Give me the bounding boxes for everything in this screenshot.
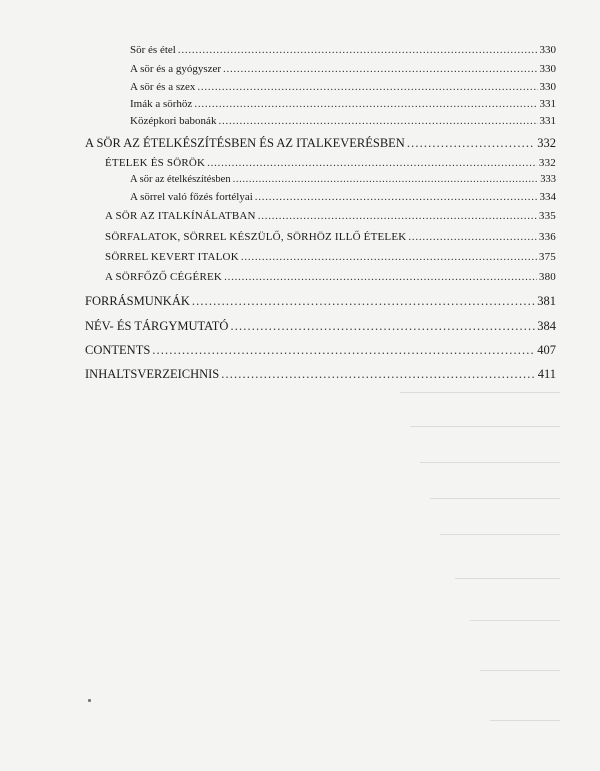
bleed-through-line: [430, 498, 560, 499]
toc-entry-page: 335: [538, 210, 556, 222]
bleed-through-line: [400, 392, 560, 393]
dot-leader: [223, 63, 537, 75]
toc-entry: [130, 44, 556, 56]
toc-entry: [130, 174, 556, 185]
toc-entry-title: SÖRREL KEVERT ITALOK: [105, 251, 239, 263]
toc-entry-page: 330: [539, 81, 556, 93]
toc-entry-page: 411: [537, 367, 556, 381]
dot-leader: [218, 115, 537, 127]
toc-section: [105, 210, 556, 222]
toc-entry-title: A sörrel való főzés fortélyai: [130, 191, 253, 203]
dot-leader: [194, 98, 537, 110]
toc-entry-title: A sör az ételkészítésben: [130, 174, 231, 185]
bleed-through-line: [480, 670, 560, 671]
toc-section: [105, 157, 556, 169]
dot-leader: [241, 251, 537, 263]
toc-entry-title: A sör és a szex: [130, 81, 196, 93]
toc-entry-title: ÉTELEK ÉS SÖRÖK: [105, 157, 206, 169]
dot-leader: [407, 136, 535, 151]
dot-leader: [255, 191, 538, 203]
toc-entry-title: A SÖR AZ ITALKÍNÁLATBAN: [105, 210, 256, 222]
toc-entry-title: INHALTSVERZEICHNIS: [85, 367, 220, 381]
toc-entry: [130, 81, 556, 93]
toc-entry-page: 380: [538, 271, 556, 283]
dot-leader: [152, 343, 535, 358]
dot-leader: [192, 294, 535, 309]
toc-entry-page: 332: [538, 157, 556, 169]
toc-entry-page: 330: [539, 63, 556, 75]
dot-leader: [178, 44, 538, 56]
bleed-through-line: [455, 578, 560, 579]
dot-leader: [221, 367, 535, 382]
toc-entry-page: 381: [537, 294, 556, 308]
toc-entry-page: 333: [540, 174, 556, 185]
toc-entry-title: A SÖRFŐZŐ CÉGÉREK: [105, 271, 223, 283]
toc-entry-page: 336: [538, 231, 556, 243]
toc-entry-title: A SÖR AZ ÉTELKÉSZÍTÉSBEN ÉS AZ ITALKEVERÉSBEN: [85, 136, 405, 150]
toc-entry-title: Középkori babonák: [130, 115, 217, 127]
bleed-through-line: [410, 426, 560, 427]
toc-section: [105, 231, 556, 243]
toc-entry-title: CONTENTS: [85, 343, 151, 357]
bleed-through-line: [440, 534, 560, 535]
dot-leader: [233, 174, 539, 185]
dot-leader: [224, 271, 537, 283]
toc-entry: [130, 115, 556, 127]
bleed-through-line: [420, 462, 560, 463]
toc-entry: [130, 98, 556, 110]
toc-chapter: [85, 294, 556, 309]
toc-entry-title: A sör és a gyógyszer: [130, 63, 222, 75]
dot-leader: [408, 231, 536, 243]
toc-entry-title: NÉV- ÉS TÁRGYMUTATÓ: [85, 319, 229, 333]
toc-chapter: [85, 319, 556, 334]
toc-entry-page: 332: [537, 136, 556, 150]
toc-entry-title: Sör és étel: [130, 44, 176, 56]
toc-entry-page: 331: [539, 115, 556, 127]
toc-entry-page: 407: [537, 343, 556, 357]
toc-chapter: [85, 343, 556, 358]
bleed-through-line: [470, 620, 560, 621]
dot-leader: [197, 81, 537, 93]
toc-section: [105, 271, 556, 283]
dot-leader: [258, 210, 537, 222]
ink-speck: [88, 699, 91, 702]
toc-entry-page: 384: [537, 319, 556, 333]
toc-entry-page: 375: [538, 251, 556, 263]
dot-leader: [207, 157, 537, 169]
toc-entry: [130, 63, 556, 75]
toc-entry-page: 334: [539, 191, 556, 203]
toc-section: [105, 251, 556, 263]
toc-chapter: [85, 367, 556, 382]
dot-leader: [230, 319, 535, 334]
toc-entry-page: 330: [539, 44, 556, 56]
toc-chapter: [85, 136, 556, 151]
toc-entry-title: SÖRFALATOK, SÖRREL KÉSZÜLŐ, SÖRHÖZ ILLŐ ÉTELEK: [105, 231, 407, 243]
toc-entry-title: FORRÁSMUNKÁK: [85, 294, 190, 308]
bleed-through-line: [490, 720, 560, 721]
toc-entry-title: Imák a sörhöz: [130, 98, 193, 110]
toc-entry: [130, 191, 556, 203]
toc-entry-page: 331: [539, 98, 556, 110]
